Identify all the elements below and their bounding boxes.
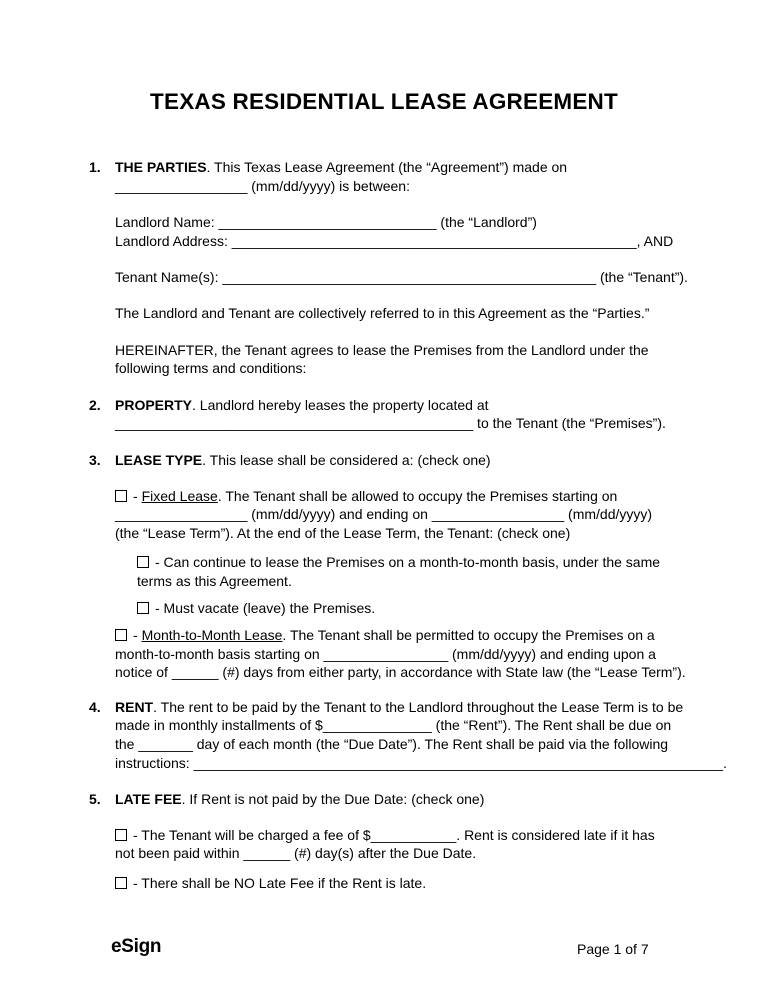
no-late-fee-checkbox[interactable]: [115, 877, 127, 889]
month-to-month-label: Month-to-Month Lease: [141, 627, 283, 644]
property-line1: [115, 396, 729, 415]
parties-intro-text: . This Texas Lease Agreement (the “Agreement”) made on: [206, 159, 568, 175]
late-fee-line1: [115, 790, 729, 809]
landlord-address-line: Landlord Address: ____________________________________________________, AND: [115, 232, 674, 249]
late-fee-charged-line1: [115, 826, 729, 845]
late-fee-intro-text: . If Rent is not paid by the Due Date: (check one): [181, 791, 485, 808]
fixed-lease-term-line: (the “Lease Term”). At the end of the Lease Term, the Tenant: (check one): [115, 524, 571, 541]
section-2-property: [89, 396, 729, 433]
no-late-fee-text: - There shall be NO Late Fee if the Rent is late.: [133, 875, 427, 892]
must-vacate-checkbox[interactable]: [137, 602, 149, 614]
late-fee-charged-line2: not been paid within ______ (#) day(s) after the Due Date.: [115, 845, 477, 862]
vacate-option-text: - Must vacate (leave) the Premises.: [155, 599, 376, 616]
month-to-month-text: . The Tenant shall be permitted to occupy the Premises on a: [282, 627, 655, 644]
month-to-month-start-line: month-to-month basis starting on ________________ (mm/dd/yyyy) and ending upon a: [115, 645, 656, 662]
document-body: [89, 114, 729, 893]
no-late-fee-line: [115, 874, 729, 893]
section-1-parties: [89, 158, 729, 195]
section-4-number: 4.: [89, 698, 101, 715]
landlord-name-line: Landlord Name: ____________________________ (the “Landlord”): [115, 214, 537, 231]
hereinafter-line2: following terms and conditions:: [115, 360, 307, 377]
parties-note: [89, 304, 729, 323]
fixed-lease-dash: -: [133, 487, 142, 504]
continue-option: [89, 553, 729, 590]
section-5-number: 5.: [89, 791, 101, 808]
rent-intro-text: . The rent to be paid by the Tenant to the Landlord throughout the Lease Term is to be: [153, 698, 684, 715]
property-address-blank-line: ______________________________________________ to the Tenant (the “Premises”).: [115, 415, 666, 432]
fixed-lease-option: [89, 487, 729, 543]
late-fee-charged-option: [89, 826, 729, 863]
month-to-month-option: [89, 626, 729, 682]
rent-due-date-line: the _______ day of each month (the “Due Date”). The Rent shall be paid via the following: [115, 736, 669, 753]
late-fee-charged-text: - The Tenant will be charged a fee of $___________. Rent is considered late if it has: [133, 826, 655, 843]
lease-type-line1: [115, 451, 729, 470]
fixed-lease-line1: [115, 487, 729, 506]
no-late-fee-option: [89, 874, 729, 893]
hereinafter-paragraph: [89, 341, 729, 378]
continue-month-to-month-checkbox[interactable]: [137, 556, 149, 568]
month-to-month-dash: -: [133, 627, 142, 644]
rent-amount-line: made in monthly installments of $______________ (the “Rent”). The Rent shall be due on: [115, 717, 672, 734]
section-2-heading: PROPERTY: [115, 396, 193, 413]
section-3-heading: LEASE TYPE: [115, 451, 203, 468]
tenant-block: [89, 268, 729, 287]
vacate-option-line: [137, 599, 729, 618]
parties-intro-line1: [115, 158, 729, 177]
hereinafter-line1: HEREINAFTER, the Tenant agrees to lease the Premises from the Landlord under the: [115, 341, 649, 358]
document-title: TEXAS RESIDENTIAL LEASE AGREEMENT: [150, 89, 618, 114]
rent-instructions-line: instructions: ____________________________________________________________________.: [115, 754, 727, 771]
month-to-month-line1: [115, 626, 729, 645]
section-4-heading: RENT: [115, 698, 154, 715]
fixed-lease-dates-line: _________________ (mm/dd/yyyy) and ending on _________________ (mm/dd/yyyy): [115, 506, 653, 523]
esign-logo: eSign: [111, 936, 162, 957]
section-2-number: 2.: [89, 396, 101, 413]
fixed-lease-checkbox[interactable]: [115, 490, 127, 502]
month-to-month-notice-line: notice of ______ (#) days from either party, in accordance with State law (the “Lease Term”).: [115, 664, 686, 681]
late-fee-charged-checkbox[interactable]: [115, 829, 127, 841]
property-intro-text: . Landlord hereby leases the property located at: [192, 396, 489, 413]
section-1-number: 1.: [89, 159, 101, 175]
section-5-heading: LATE FEE: [115, 791, 182, 808]
parties-date-blank-line: _________________ (mm/dd/yyyy) is between:: [115, 177, 410, 194]
tenant-name-line: Tenant Name(s): ________________________________________________ (the “Tenant”).: [115, 269, 688, 286]
continue-option-text: - Can continue to lease the Premises on a month-to-month basis, under the same: [155, 554, 661, 571]
section-1-heading: THE PARTIES: [115, 159, 207, 175]
lease-type-intro-text: . This lease shall be considered a: (check one): [202, 451, 491, 468]
landlord-block: [89, 213, 729, 250]
section-3-number: 3.: [89, 451, 101, 468]
rent-line1: [115, 698, 729, 717]
section-3-lease-type: [89, 451, 729, 470]
vacate-option: [89, 599, 729, 618]
fixed-lease-text: . The Tenant shall be allowed to occupy the Premises starting on: [217, 487, 618, 504]
section-4-rent: [89, 698, 729, 772]
fixed-lease-label: Fixed Lease: [141, 487, 218, 504]
continue-option-line2: terms as this Agreement.: [137, 572, 292, 589]
page-indicator: Page 1 of 7: [577, 941, 649, 957]
month-to-month-lease-checkbox[interactable]: [115, 629, 127, 641]
section-5-late-fee: [89, 790, 729, 809]
continue-option-line1: [137, 553, 729, 572]
parties-note-line: The Landlord and Tenant are collectively referred to in this Agreement as the “Parties.”: [115, 304, 650, 321]
